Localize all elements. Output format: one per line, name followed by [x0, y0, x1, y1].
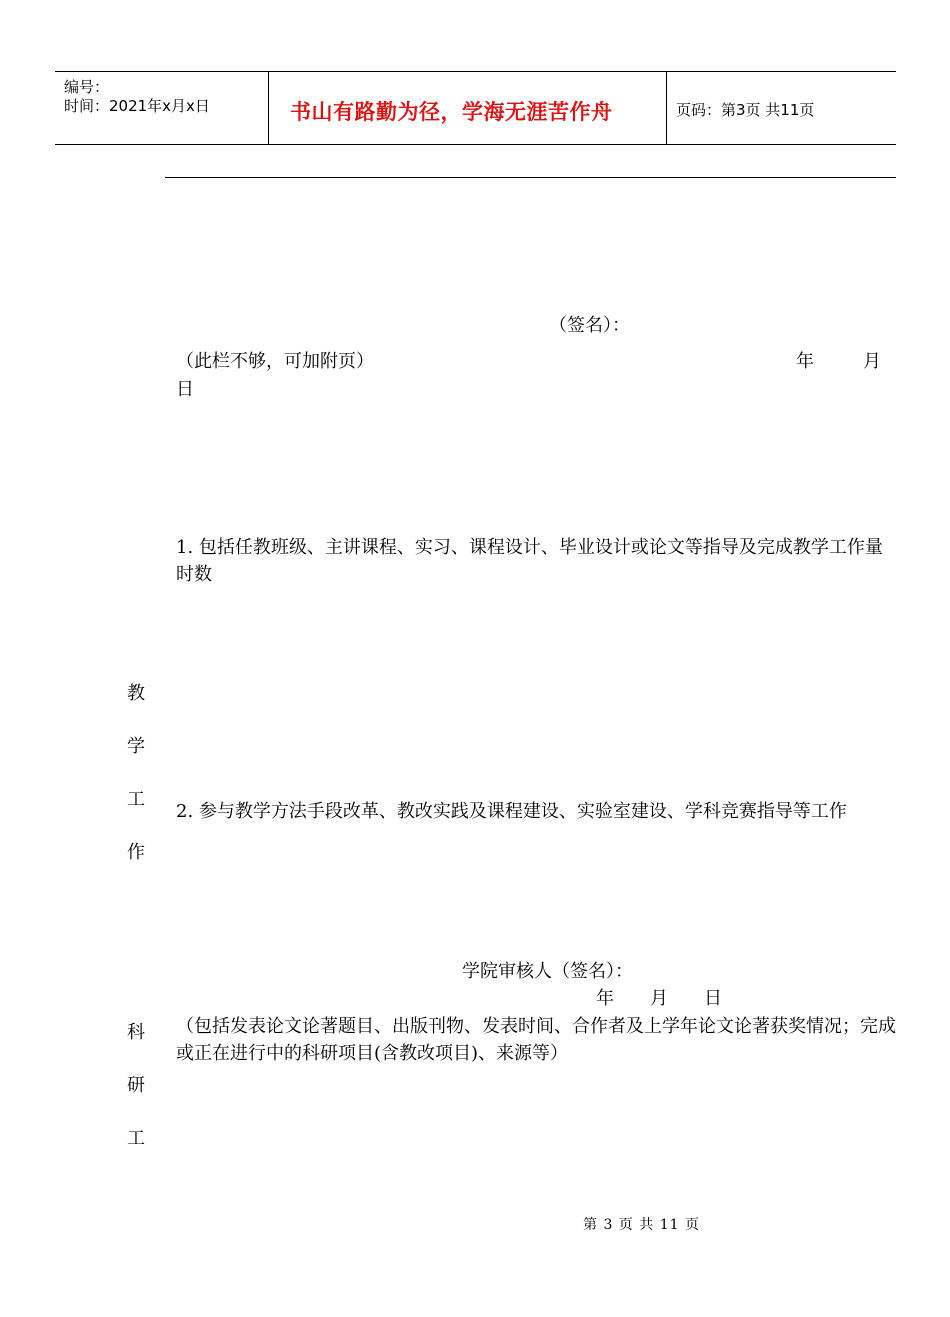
header-divider-left	[268, 71, 269, 144]
teaching-item-2: 2. 参与教学方法手段改革、教改实践及课程建设、实验室建设、学科竞赛指导等工作	[176, 801, 847, 822]
header-top-border	[55, 71, 896, 72]
document-time-label: 时间：2021年x月x日	[64, 97, 210, 115]
date-year: 年	[796, 351, 814, 372]
side-label-research-3: 工	[127, 1128, 145, 1149]
header-motto: 书山有路勤为径，学海无涯苦作舟	[290, 100, 613, 124]
reviewer-date-line: 年 月 日	[596, 988, 722, 1009]
side-label-research-1: 科	[127, 1022, 145, 1043]
side-label-teaching-3: 工	[127, 789, 145, 810]
teaching-item-1: 1. 包括任教班级、主讲课程、实习、课程设计、毕业设计或论文等指导及完成教学工作量时数	[176, 537, 883, 585]
form-top-rule	[165, 177, 896, 178]
side-label-research-2: 研	[127, 1075, 145, 1096]
header-page-info: 页码：第3页 共11页	[676, 101, 815, 119]
signature-label: （签名）：	[549, 315, 630, 336]
document-number-label: 编号：	[64, 78, 110, 96]
footer-page-number: 第 3 页 共 11 页	[583, 1217, 700, 1233]
college-reviewer-label: 学院审核人（签名）：	[462, 961, 633, 982]
header-divider-right	[666, 71, 667, 144]
research-note: （包括发表论文论著题目、出版刊物、发表时间、合作者及上学年论文论著获奖情况；完成或正在进行中的科研项目(含教改项目)、来源等）	[176, 1016, 896, 1064]
date-day: 日	[176, 379, 194, 400]
attach-note: （此栏不够，可加附页）	[176, 351, 374, 372]
side-label-teaching-2: 学	[127, 736, 145, 757]
side-label-teaching-4: 作	[127, 842, 145, 863]
date-month: 月	[863, 351, 881, 372]
side-label-teaching-1: 教	[127, 683, 145, 704]
header-bottom-border	[55, 144, 896, 145]
